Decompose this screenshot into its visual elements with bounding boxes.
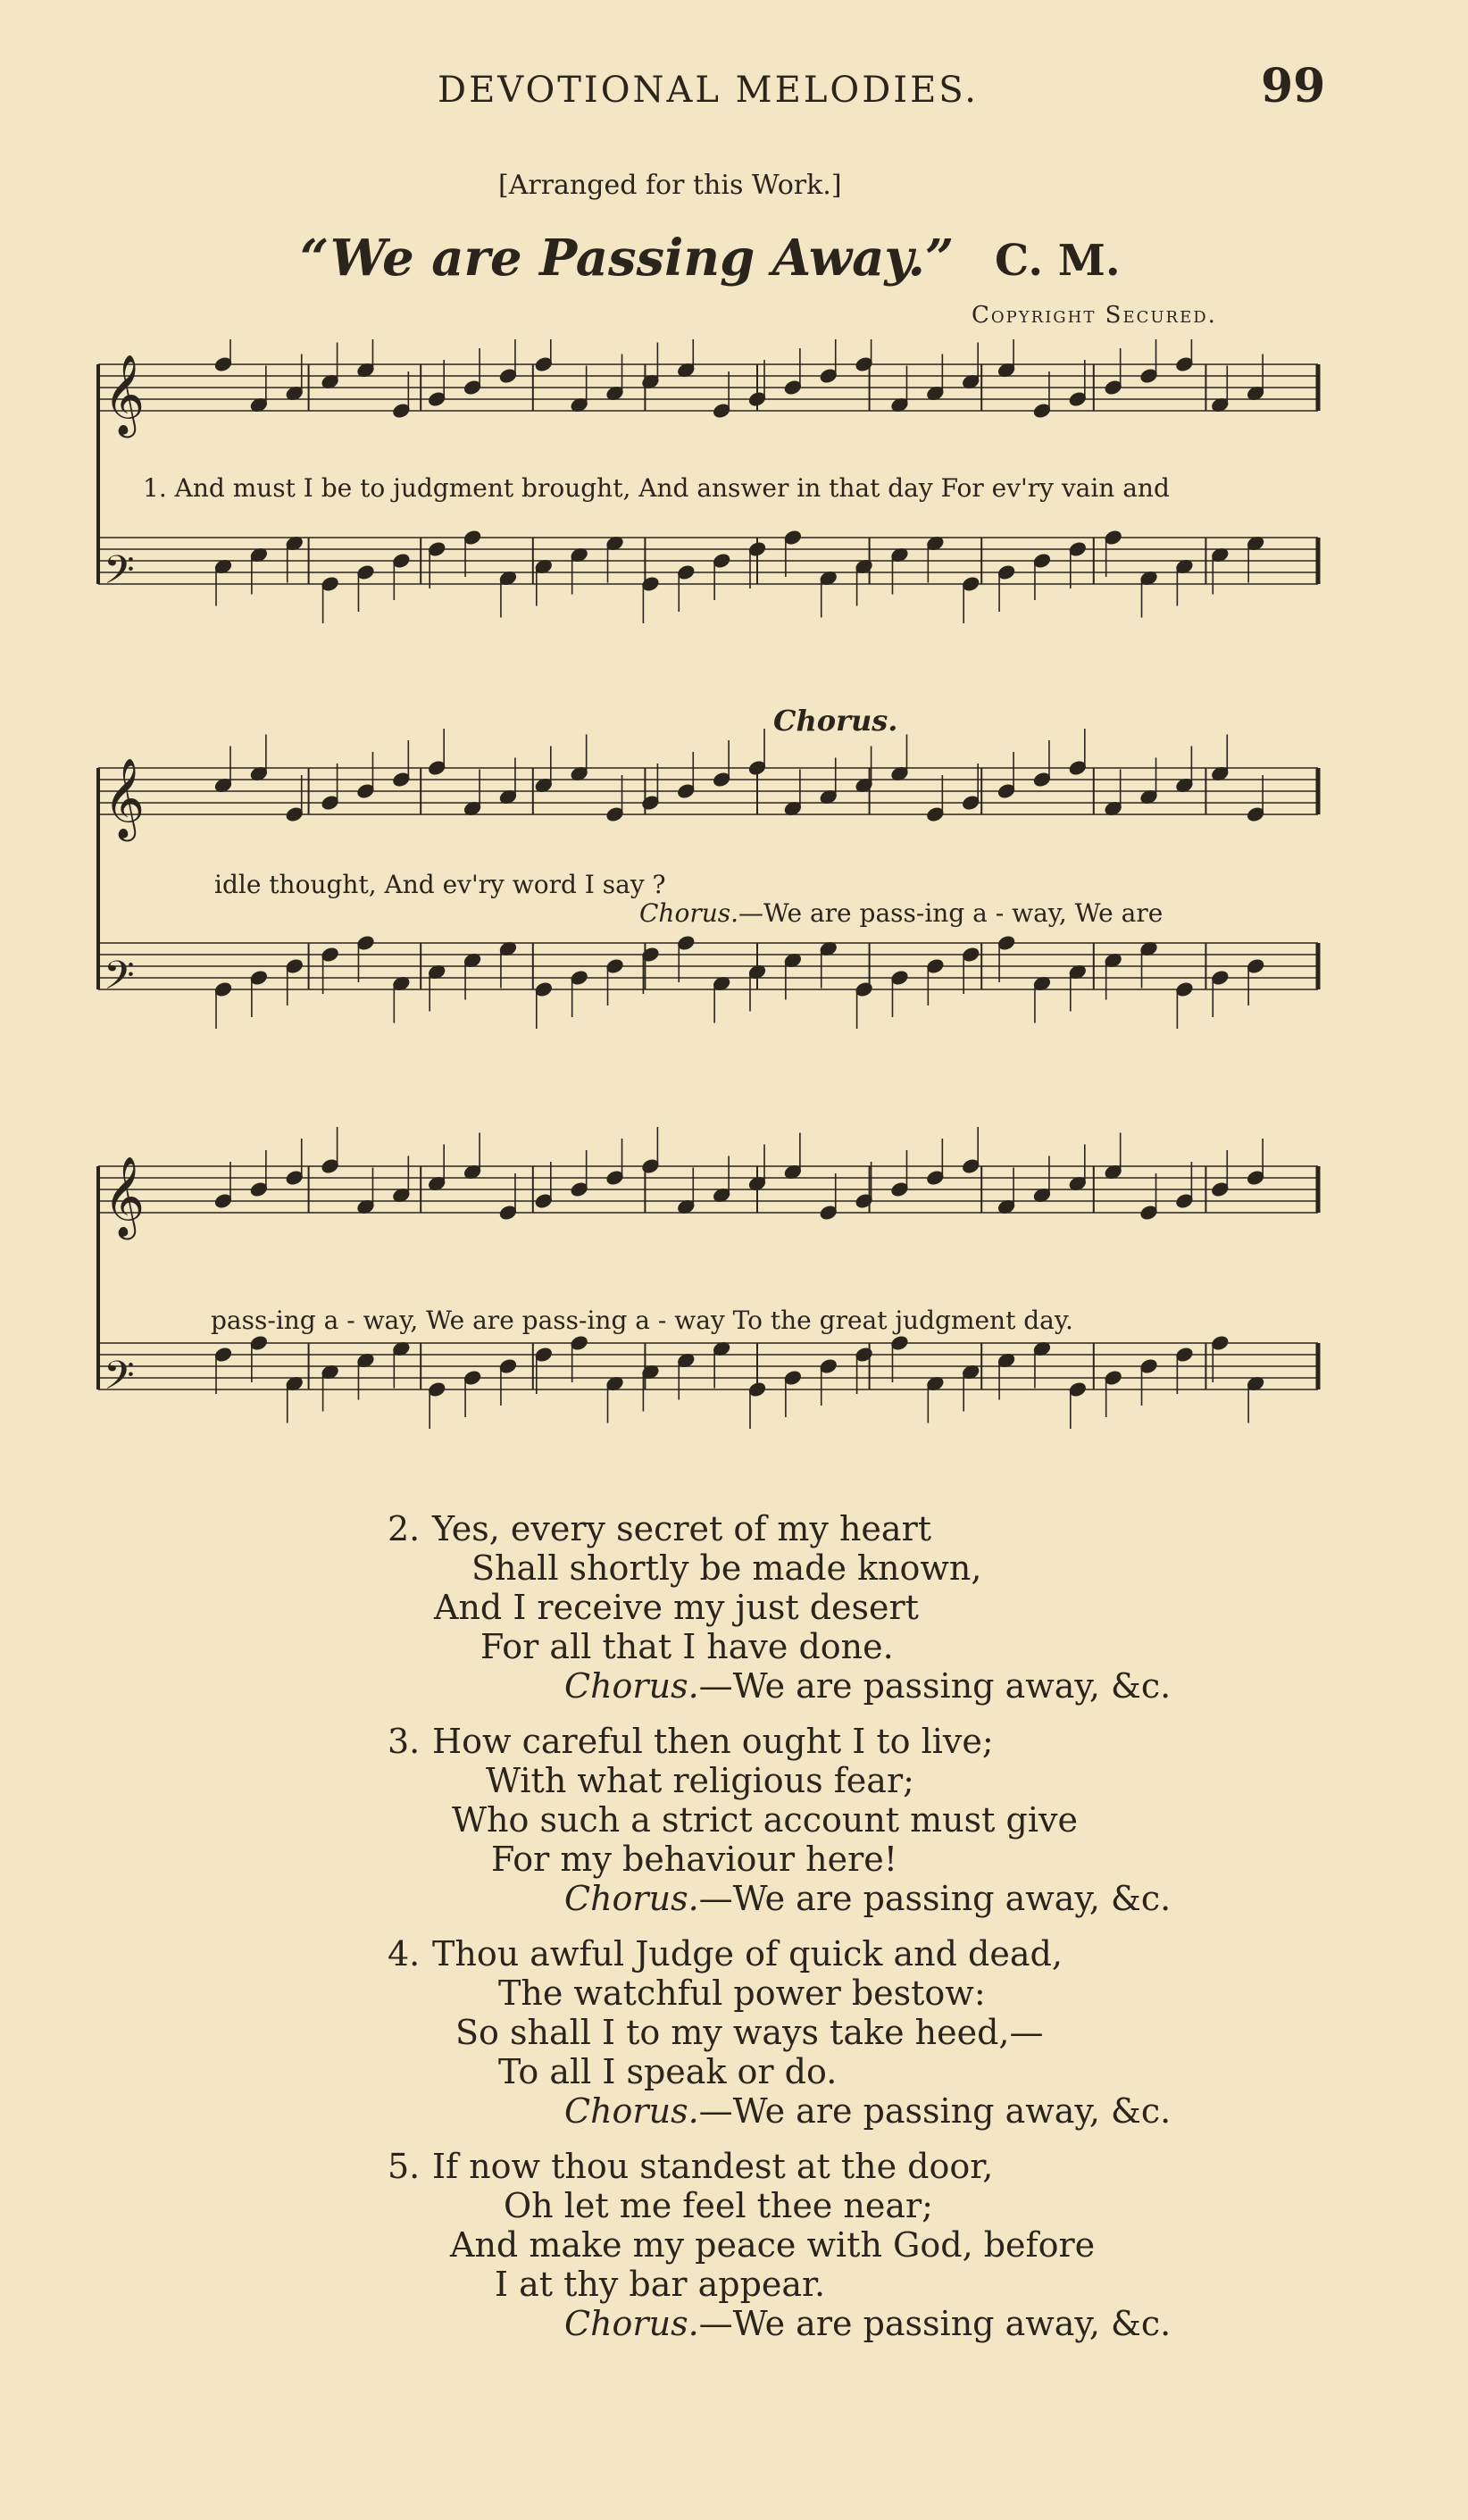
verse-3-line-3: Who such a strict account must give (452, 1800, 1078, 1840)
arrangement-note: [Arranged for this Work.] (498, 170, 842, 201)
verse-5-chorus: Chorus.—We are passing away, &c. (564, 2304, 1172, 2343)
verse-2-line-3: And I receive my just desert (434, 1588, 919, 1627)
verse-2-line-2: Shall shortly be made known, (471, 1548, 982, 1588)
verse-5-line-2: Oh let me feel thee near; (504, 2186, 933, 2225)
verse-5-line-1: 5. If now thou standest at the door, (388, 2147, 994, 2186)
verse-4-line-3: So shall I to my ways take heed,— (455, 2013, 1044, 2052)
bass-clef: 𝄢 (104, 547, 135, 603)
treble-clef: 𝄞 (104, 1156, 146, 1237)
verse-4-line-4: To all I speak or do. (498, 2052, 838, 2091)
treble-clef: 𝄞 (104, 355, 146, 435)
verse-4-chorus: Chorus.—We are passing away, &c. (564, 2091, 1172, 2131)
bass-clef: 𝄢 (104, 1352, 135, 1408)
running-head: DEVOTIONAL MELODIES. (438, 70, 979, 111)
song-title: “We are Passing Away.” (300, 229, 955, 288)
chorus-label: Chorus. (639, 898, 739, 928)
treble-clef: 𝄞 (104, 758, 146, 839)
verse-3-line-4: For my behaviour here! (491, 1840, 898, 1879)
lyrics-system-2a: idle thought, And ev'ry word I say ? (214, 870, 666, 899)
meter-label: C. M. (995, 236, 1121, 286)
verse-4-line-2: The watchful power bestow: (498, 1973, 986, 2013)
verse-5-line-3: And make my peace with God, before (450, 2225, 1096, 2265)
chorus-heading: Chorus. (773, 704, 898, 738)
verse-2-line-4: For all that I have done. (480, 1627, 894, 1666)
verse-3-line-2: With what religious fear; (486, 1761, 914, 1800)
verse-3-chorus: Chorus.—We are passing away, &c. (564, 1879, 1172, 1918)
verse-5-line-4: I at thy bar appear. (495, 2265, 826, 2304)
verse-4-line-1: 4. Thou awful Judge of quick and dead, (388, 1934, 1063, 1973)
bass-clef: 𝄢 (104, 952, 135, 1008)
page-number: 99 (1261, 59, 1326, 113)
lyrics-system-1: 1. And must I be to judgment brought, And answer in that day For ev'ry vain and (143, 473, 1170, 503)
verse-3-line-1: 3. How careful then ought I to live; (388, 1722, 994, 1761)
copyright-note: Copyright Secured. (972, 302, 1217, 329)
chorus-lyric: —We are pass-ing a - way, We are (738, 898, 1164, 928)
lyrics-system-3: pass-ing a - way, We are pass-ing a - way To the great judgment day. (211, 1306, 1073, 1335)
lyrics-system-2b (639, 898, 1163, 928)
verse-2-line-1: 2. Yes, every secret of my heart (388, 1509, 932, 1548)
verse-2-chorus: Chorus.—We are passing away, &c. (564, 1666, 1172, 1706)
